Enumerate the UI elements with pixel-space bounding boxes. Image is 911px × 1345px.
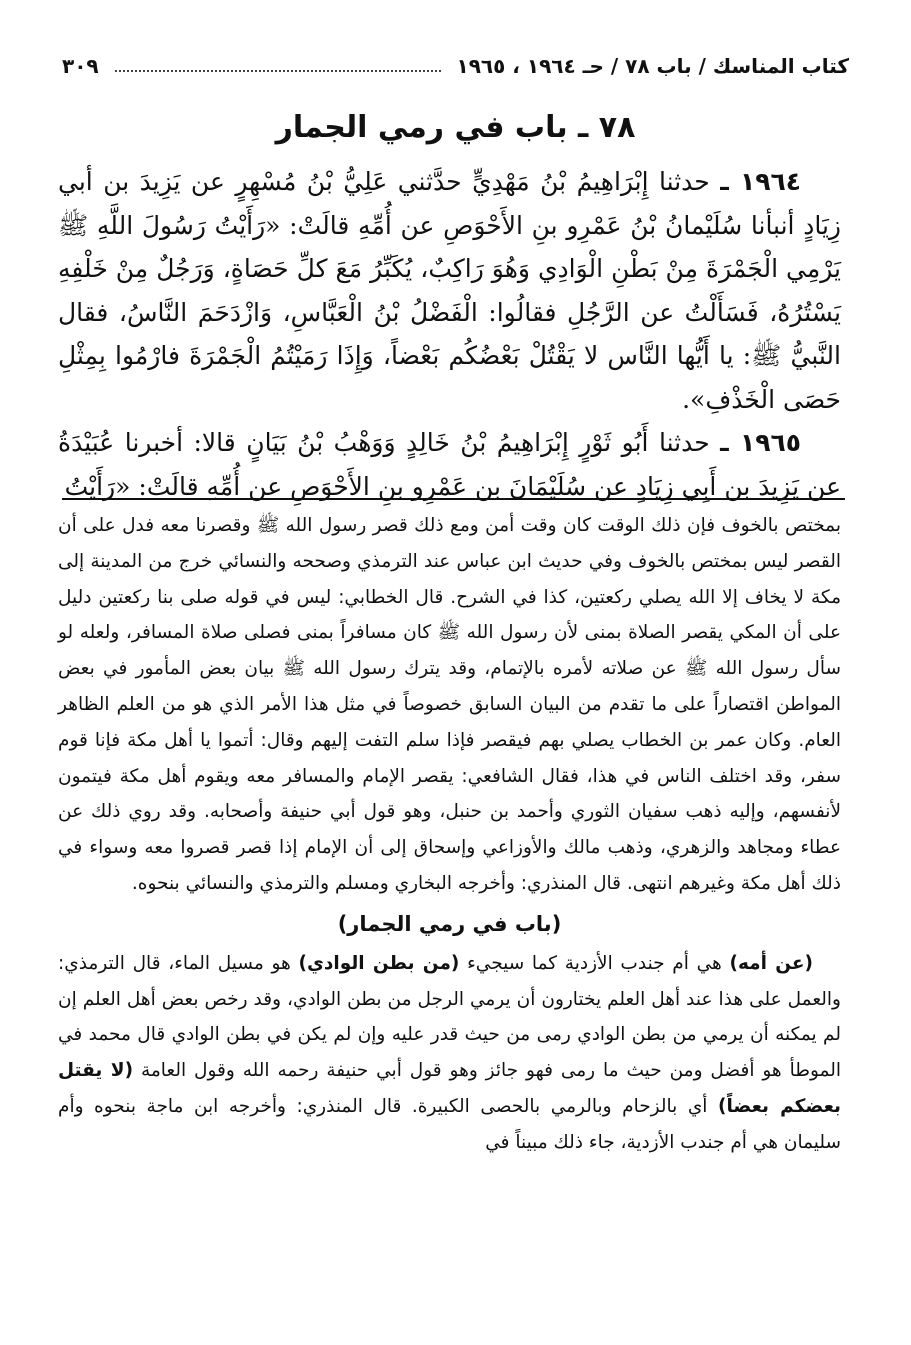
term: (لا يقتل بعضكم بعضاً) [58, 1060, 841, 1117]
hadith-text: حدثنا إِبْرَاهِيمُ بْنُ مَهْدِيٍّ حدَّثني عَلِيُّ بْنُ مُسْهِرٍ عن يَزِيدَ بن أبي زِيَادٍ أنبأنا سُلَيْمانُ بْنُ عَمْرِو بنِ الأَحْوَصِ عن أُمِّهِ قالَتْ: «رَأَيْتُ رَسُولَ اللَّهِ ﷺ يَرْمِي الْجَمْرَةَ مِنْ بَطْنِ الْوَادِي وَهُوَ رَاكِبٌ، يُكَبِّرُ مَعَ كلِّ حَصَاةٍ، وَرَجُلٌ مِنْ خَلْفِهِ يَسْتُرُهُ، فَسَأَلْتُ عن الرَّجُلِ فقالُوا: الْفَضْلُ بْنُ الْعَبَّاسِ، وَازْدَحَمَ النَّاسُ، فقال النَّبيُّ ﷺ: يا أَيُّها النَّاس لا يَقْتُلْ بَعْضُكُم بَعْضاً، وَإِذَا رَمَيْتُمُ الْجَمْرَةَ فارْمُوا بِمِثْلِ حَصَى الْخَذْفِ». [58, 167, 841, 414]
term: (من بطن الوادي) [298, 952, 460, 974]
commentary-text: أي بالزحام وبالرمي بالحصى الكبيرة. قال المنذري: وأخرجه ابن ماجة بنحوه وأم سليمان هي أم جندب الأزدية، جاء ذلك مبيناً في [58, 1095, 841, 1153]
hadith-text: حدثنا أَبُو ثَوْرٍ إِبْرَاهِيمُ بْنُ خَالِدٍ وَوَهْبُ بْنُ بَيَانٍ قالا: أخبرنا عُبَيْدَةُ عن يَزِيدَ بن أَبِي زِيَادٍ عن سُلَيْمَانَ بن عَمْرِو بنِ الأَحْوَصِ عن أُمِّهِ قالَتْ: «رَأَيْتُ [58, 428, 841, 501]
footnote-divider [62, 498, 845, 500]
dotted-leader [115, 70, 441, 72]
hadith-1965 [58, 421, 841, 508]
running-header [62, 46, 849, 86]
commentary-subtitle: (باب في رمي الجمار) [337, 911, 562, 936]
commentary-text: هو مسيل الماء، قال الترمذي: والعمل على هذا عند أهل العلم يختارون أن يرمي الرجل من بطن الوادي، وقد رخص بعض أهل العلم إن لم يمكنه أن يرمي من بطن الوادي رمى من حيث قدر عليه وإن لم يكن في بطن الوادي قال محمد في الموطأ هو أفضل ومن حيث ما رمى فهو جائز وهو قول أبي حنيفة رحمه الله وقول العامة [58, 952, 841, 1082]
commentary-paragraph: بمختص بالخوف فإن ذلك الوقت كان وقت أمن ومع ذلك قصر رسول الله ﷺ وقصرنا معه فدل على أن القصر ليس بمختص بالخوف وفي حديث ابن عباس عند الترمذي وصححه والنسائي خرج من المدينة إلى مكة لا يخاف إلا الله يصلي ركعتين، كذا في الشرح. قال الخطابي: ليس في قوله صلى بنا ركعتين دليل على أن المكي يقصر الصلاة بمنى لأن رسول الله ﷺ كان مسافراً بمنى فصلى صلاة المسافر، ولعله لو سأل رسول الله ﷺ عن صلاته لأمره بالإتمام، وقد يترك رسول الله ﷺ بيان بعض المأمور في بعض المواطن اقتصاراً على ما تقدم من البيان السابق خصوصاً في مثل هذا الأمر الذي هو من العلم الظاهر العام. وكان عمر بن الخطاب يصلي بهم فيقصر فإذا سلم التفت إليهم وقال: أتموا يا أهل مكة فإنا قوم سفر، وقد اختلف الناس في هذا، فقال الشافعي: يقصر الإمام والمسافر معه ويقوم أهل مكة فيتمون لأنفسهم، وإليه ذهب سفيان الثوري وأحمد بن حنبل، وهو قول أبي حنيفة وأصحابه. وقد روي ذلك عن عطاء ومجاهد والزهري، وذهب مالك والأوزاعي وإسحاق إلى أن الإمام إذا قصر قصروا معه وسواء في ذلك أهل مكة وغيرهم انتهى. قال المنذري: وأخرجه البخاري ومسلم والترمذي والنسائي بنحوه. [58, 515, 841, 894]
commentary-section [58, 508, 841, 1161]
hadith-number: ١٩٦٤ ـ [720, 167, 802, 196]
book-info: كتاب المناسك / باب ٧٨ / حـ ١٩٦٤ ، ١٩٦٥ [456, 54, 849, 78]
hadith-number: ١٩٦٥ ـ [720, 428, 801, 457]
commentary-text: هي أم جندب الأزدية كما سيجيء [459, 952, 730, 974]
commentary-paragraph [58, 946, 841, 1161]
hadith-1964 [58, 160, 841, 421]
chapter-title: ٧٨ ـ باب في رمي الجمار [275, 110, 636, 145]
term: (عن أمه) [729, 952, 813, 974]
hadith-section [58, 160, 841, 508]
page-number: ٣٠٩ [62, 54, 99, 78]
